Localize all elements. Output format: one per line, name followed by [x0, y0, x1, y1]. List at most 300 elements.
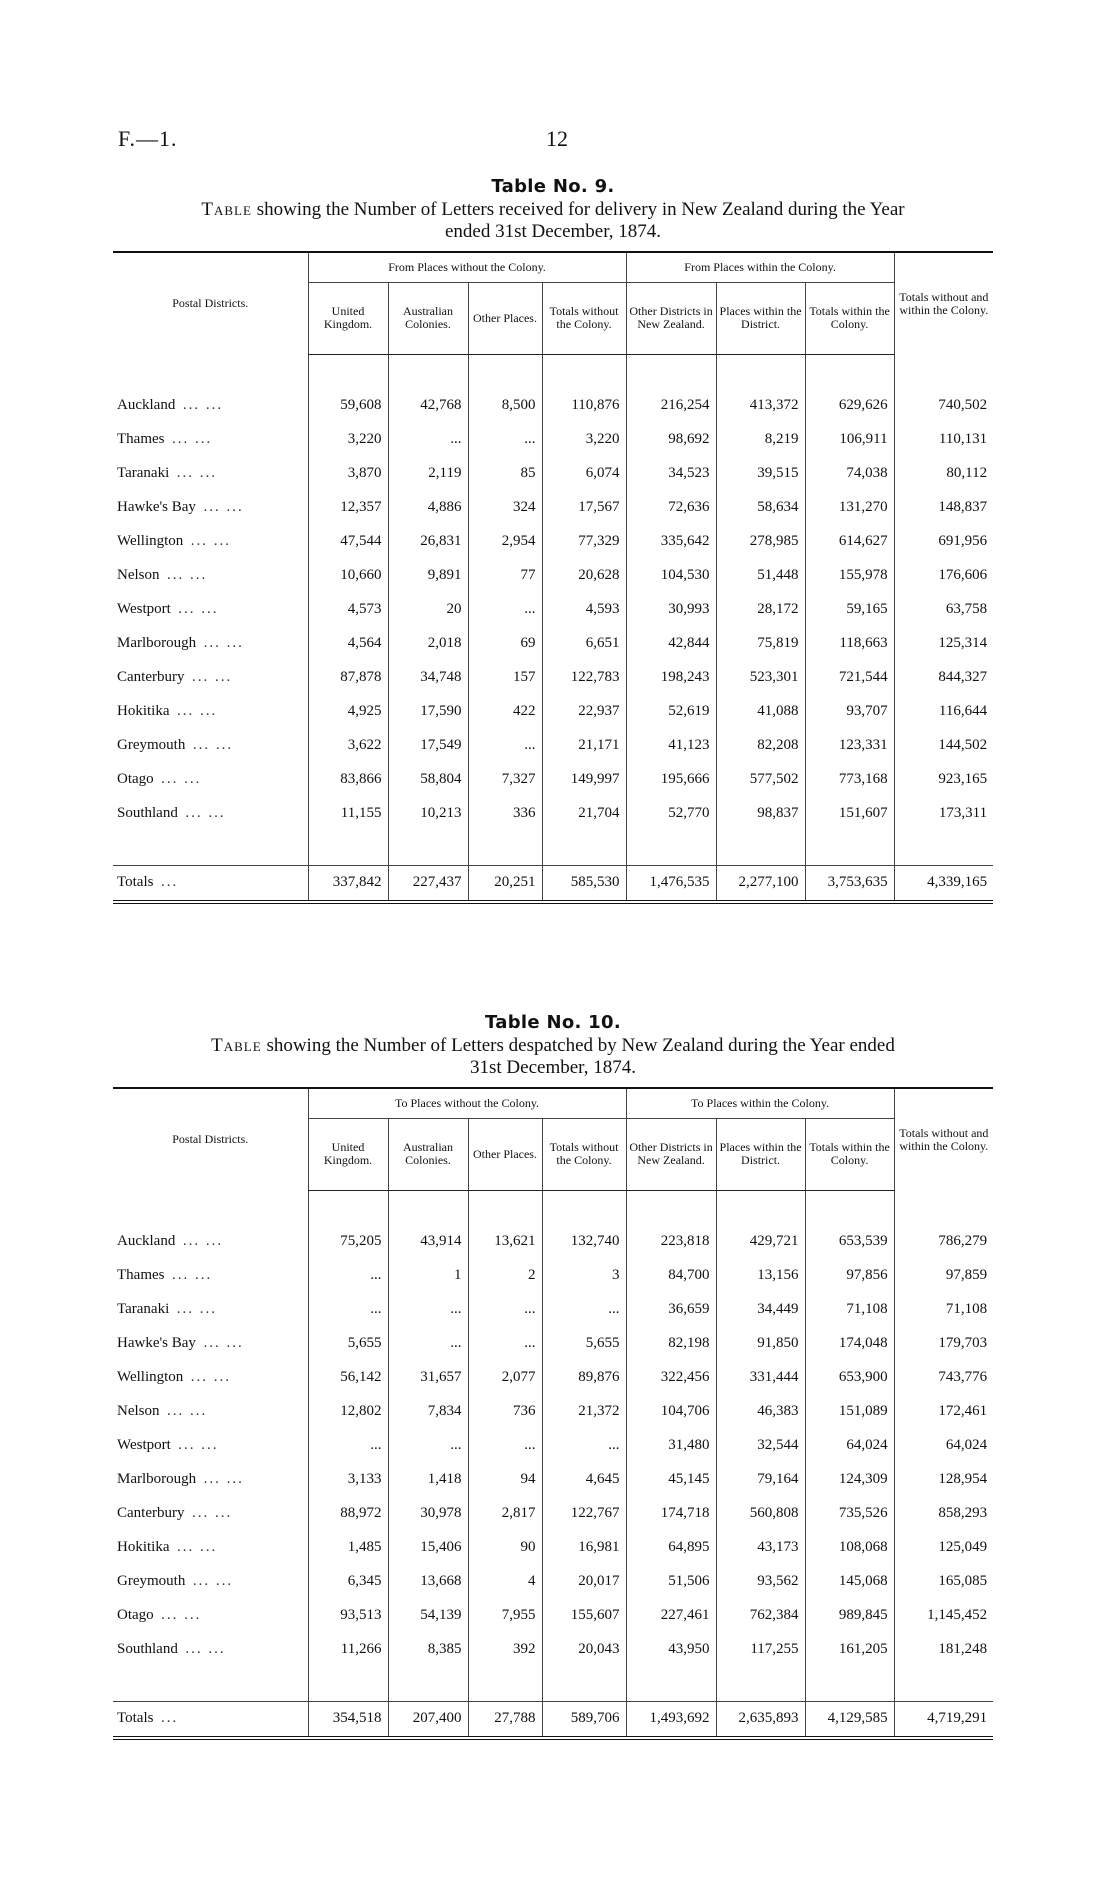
other-districts-cell: 335,642 — [626, 525, 716, 559]
grand-total-cell: 691,956 — [894, 525, 993, 559]
totals-within-cell: 989,845 — [805, 1599, 894, 1633]
table-row — [113, 559, 993, 593]
totals-within-cell: 123,331 — [805, 729, 894, 763]
grand-total-cell: 740,502 — [894, 389, 993, 423]
other-places-cell: 2,817 — [468, 1497, 542, 1531]
table-row — [113, 1429, 993, 1463]
totals-without-cell: 20,017 — [542, 1565, 626, 1599]
other-districts-cell: 216,254 — [626, 389, 716, 423]
places-within-district-cell: 93,562 — [716, 1565, 805, 1599]
table-row — [113, 1225, 993, 1259]
table-row — [113, 1599, 993, 1633]
leader-dots: ... ... — [203, 499, 244, 515]
other-districts-cell: 41,123 — [626, 729, 716, 763]
grand-total-header: Totals without and within the Colony. — [894, 252, 993, 354]
totals-within-cell: 74,038 — [805, 457, 894, 491]
australian-colonies-cell: 54,139 — [388, 1599, 468, 1633]
caption-line-1: showing the Number of Letters despatched by New Zealand during the Year ended — [266, 1035, 895, 1056]
totals-within-cell: 653,900 — [805, 1361, 894, 1395]
united-kingdom-cell: 3,220 — [308, 423, 388, 457]
other-places-cell: 85 — [468, 457, 542, 491]
other-places-cell: 90 — [468, 1531, 542, 1565]
grand-total-cell: 80,112 — [894, 457, 993, 491]
places-within-district-cell: 8,219 — [716, 423, 805, 457]
australian-colonies-header: Australian Colonies. — [388, 282, 468, 354]
other-places-cell: ... — [468, 423, 542, 457]
leader-dots: ... ... — [192, 737, 234, 753]
totals-within-cell: 64,024 — [805, 1429, 894, 1463]
totals-without-cell: 122,783 — [542, 661, 626, 695]
letters-table — [113, 1087, 993, 1740]
leader-dots: ... ... — [185, 1641, 226, 1657]
totals-without-cell: 585,530 — [542, 865, 626, 902]
grand-total-cell: 165,085 — [894, 1565, 993, 1599]
page-identifier: F.—1. — [118, 126, 178, 151]
district-label: Hawke's Bay — [117, 1335, 196, 1351]
places-within-district-cell: 278,985 — [716, 525, 805, 559]
totals-without-cell: 17,567 — [542, 491, 626, 525]
totals-label — [113, 865, 308, 902]
united-kingdom-header: United Kingdom. — [308, 282, 388, 354]
district-name — [113, 457, 308, 491]
grand-total-cell: 179,703 — [894, 1327, 993, 1361]
other-places-cell: 27,788 — [468, 1701, 542, 1738]
totals-within-cell: 108,068 — [805, 1531, 894, 1565]
leader-dots: ... ... — [182, 397, 224, 413]
totals-without-cell: 77,329 — [542, 525, 626, 559]
united-kingdom-cell: ... — [308, 1429, 388, 1463]
places-within-district-cell: 560,808 — [716, 1497, 805, 1531]
australian-colonies-cell: 2,018 — [388, 627, 468, 661]
australian-colonies-header: Australian Colonies. — [388, 1118, 468, 1190]
table-10-section — [113, 1012, 993, 1740]
other-districts-cell: 1,493,692 — [626, 1701, 716, 1738]
places-within-district-cell: 2,277,100 — [716, 865, 805, 902]
district-name — [113, 1327, 308, 1361]
united-kingdom-cell: 4,564 — [308, 627, 388, 661]
district-label: Thames — [117, 431, 165, 447]
leader-dots: ... ... — [178, 601, 219, 617]
other-places-cell: 94 — [468, 1463, 542, 1497]
australian-colonies-cell: 1,418 — [388, 1463, 468, 1497]
totals-within-cell: 721,544 — [805, 661, 894, 695]
other-districts-cell: 64,895 — [626, 1531, 716, 1565]
united-kingdom-cell: 12,357 — [308, 491, 388, 525]
table-row — [113, 1395, 993, 1429]
table-row — [113, 1497, 993, 1531]
grand-total-cell: 4,339,165 — [894, 865, 993, 902]
totals-label-text: Totals — [117, 1710, 154, 1726]
leader-dots: ... ... — [161, 1607, 202, 1623]
places-within-district-cell: 577,502 — [716, 763, 805, 797]
places-within-district-cell: 91,850 — [716, 1327, 805, 1361]
grand-total-cell: 176,606 — [894, 559, 993, 593]
totals-row — [113, 865, 993, 902]
table-row — [113, 525, 993, 559]
united-kingdom-cell: 4,925 — [308, 695, 388, 729]
other-places-cell: 77 — [468, 559, 542, 593]
other-districts-cell: 52,619 — [626, 695, 716, 729]
grand-total-cell: 858,293 — [894, 1497, 993, 1531]
australian-colonies-cell: ... — [388, 423, 468, 457]
district-name — [113, 1429, 308, 1463]
grand-total-cell: 844,327 — [894, 661, 993, 695]
grand-total-cell: 97,859 — [894, 1259, 993, 1293]
australian-colonies-cell: 13,668 — [388, 1565, 468, 1599]
united-kingdom-cell: 3,133 — [308, 1463, 388, 1497]
table-row — [113, 457, 993, 491]
district-name — [113, 1361, 308, 1395]
table-row — [113, 389, 993, 423]
places-within-district-cell: 58,634 — [716, 491, 805, 525]
district-name — [113, 627, 308, 661]
totals-within-cell: 174,048 — [805, 1327, 894, 1361]
leader-dots: ... ... — [190, 1369, 232, 1385]
other-districts-cell: 45,145 — [626, 1463, 716, 1497]
other-districts-cell: 82,198 — [626, 1327, 716, 1361]
district-label: Nelson — [117, 1403, 160, 1419]
australian-colonies-cell: 10,213 — [388, 797, 468, 831]
places-within-district-cell: 117,255 — [716, 1633, 805, 1667]
caption-line-2: 31st December, 1874. — [470, 1057, 636, 1078]
other-districts-cell: 43,950 — [626, 1633, 716, 1667]
totals-without-cell: 132,740 — [542, 1225, 626, 1259]
totals-without-cell: 6,651 — [542, 627, 626, 661]
australian-colonies-cell: ... — [388, 1327, 468, 1361]
totals-without-cell: 4,645 — [542, 1463, 626, 1497]
other-districts-cell: 42,844 — [626, 627, 716, 661]
district-name — [113, 1463, 308, 1497]
united-kingdom-cell: 11,266 — [308, 1633, 388, 1667]
places-within-district-cell: 32,544 — [716, 1429, 805, 1463]
totals-without-cell: 6,074 — [542, 457, 626, 491]
australian-colonies-cell: 1 — [388, 1259, 468, 1293]
totals-within-cell: 124,309 — [805, 1463, 894, 1497]
other-districts-cell: 174,718 — [626, 1497, 716, 1531]
australian-colonies-cell: 7,834 — [388, 1395, 468, 1429]
totals-without-cell: 20,628 — [542, 559, 626, 593]
other-places-cell: 336 — [468, 797, 542, 831]
district-label: Thames — [117, 1267, 165, 1283]
australian-colonies-cell: 8,385 — [388, 1633, 468, 1667]
totals-without-cell: 5,655 — [542, 1327, 626, 1361]
district-name — [113, 695, 308, 729]
grand-total-cell: 743,776 — [894, 1361, 993, 1395]
district-label: Hawke's Bay — [117, 499, 196, 515]
other-districts-cell: 52,770 — [626, 797, 716, 831]
totals-within-cell: 4,129,585 — [805, 1701, 894, 1738]
totals-within-cell: 629,626 — [805, 389, 894, 423]
other-places-cell: 157 — [468, 661, 542, 695]
totals-within-cell: 59,165 — [805, 593, 894, 627]
totals-within-cell: 3,753,635 — [805, 865, 894, 902]
other-districts-cell: 195,666 — [626, 763, 716, 797]
united-kingdom-cell: 47,544 — [308, 525, 388, 559]
district-label: Greymouth — [117, 1573, 186, 1589]
grand-total-cell: 173,311 — [894, 797, 993, 831]
australian-colonies-cell: 4,886 — [388, 491, 468, 525]
other-districts-cell: 223,818 — [626, 1225, 716, 1259]
united-kingdom-cell: 56,142 — [308, 1361, 388, 1395]
postal-districts-header: Postal Districts. — [172, 1132, 249, 1146]
district-name — [113, 559, 308, 593]
united-kingdom-cell: 75,205 — [308, 1225, 388, 1259]
grand-total-cell: 110,131 — [894, 423, 993, 457]
totals-without-cell: 89,876 — [542, 1361, 626, 1395]
places-within-district-cell: 98,837 — [716, 797, 805, 831]
australian-colonies-cell: 2,119 — [388, 457, 468, 491]
australian-colonies-cell: 31,657 — [388, 1361, 468, 1395]
district-name — [113, 423, 308, 457]
table-heading: Table No. 9. — [491, 176, 615, 197]
australian-colonies-cell: 15,406 — [388, 1531, 468, 1565]
totals-within-cell: 145,068 — [805, 1565, 894, 1599]
table-row — [113, 1361, 993, 1395]
leader-dots: ... — [160, 1710, 179, 1726]
united-kingdom-cell: ... — [308, 1259, 388, 1293]
district-label: Canterbury — [117, 669, 185, 685]
other-districts-cell: 34,523 — [626, 457, 716, 491]
other-places-cell: ... — [468, 593, 542, 627]
grand-total-cell: 144,502 — [894, 729, 993, 763]
united-kingdom-cell: 337,842 — [308, 865, 388, 902]
other-places-cell: ... — [468, 729, 542, 763]
places-within-district-cell: 41,088 — [716, 695, 805, 729]
other-districts-cell: 98,692 — [626, 423, 716, 457]
australian-colonies-cell: 17,549 — [388, 729, 468, 763]
united-kingdom-cell: 11,155 — [308, 797, 388, 831]
grand-total-cell: 63,758 — [894, 593, 993, 627]
other-districts-cell: 227,461 — [626, 1599, 716, 1633]
other-districts-cell: 30,993 — [626, 593, 716, 627]
other-places-cell: ... — [468, 1327, 542, 1361]
table-row — [113, 1565, 993, 1599]
leader-dots: ... ... — [185, 805, 226, 821]
leader-dots: ... ... — [203, 1471, 244, 1487]
district-label: Hokitika — [117, 1539, 170, 1555]
district-name — [113, 1599, 308, 1633]
australian-colonies-cell: 9,891 — [388, 559, 468, 593]
totals-within-cell: 161,205 — [805, 1633, 894, 1667]
leader-dots: ... ... — [177, 703, 218, 719]
table-row — [113, 1531, 993, 1565]
other-places-cell: 2,077 — [468, 1361, 542, 1395]
other-places-cell: ... — [468, 1429, 542, 1463]
australian-colonies-cell: 43,914 — [388, 1225, 468, 1259]
grand-total-cell: 125,314 — [894, 627, 993, 661]
table-row — [113, 491, 993, 525]
totals-within-cell: 71,108 — [805, 1293, 894, 1327]
district-name — [113, 1293, 308, 1327]
table-9-section — [113, 176, 993, 904]
other-places-cell: 69 — [468, 627, 542, 661]
united-kingdom-cell: ... — [308, 1293, 388, 1327]
leader-dots: ... ... — [161, 771, 202, 787]
table-row — [113, 1259, 993, 1293]
united-kingdom-cell: 93,513 — [308, 1599, 388, 1633]
district-name — [113, 797, 308, 831]
australian-colonies-cell: 30,978 — [388, 1497, 468, 1531]
other-districts-cell: 84,700 — [626, 1259, 716, 1293]
other-districts-header: Other Districts in New Zealand. — [626, 282, 716, 354]
united-kingdom-cell: 87,878 — [308, 661, 388, 695]
totals-without-cell: 3 — [542, 1259, 626, 1293]
district-name — [113, 389, 308, 423]
united-kingdom-cell: 88,972 — [308, 1497, 388, 1531]
places-within-district-cell: 429,721 — [716, 1225, 805, 1259]
district-label: Wellington — [117, 533, 184, 549]
grand-total-cell: 128,954 — [894, 1463, 993, 1497]
united-kingdom-cell: 3,622 — [308, 729, 388, 763]
other-places-cell: 392 — [468, 1633, 542, 1667]
totals-without-cell: 589,706 — [542, 1701, 626, 1738]
other-districts-cell: 36,659 — [626, 1293, 716, 1327]
places-within-district-cell: 43,173 — [716, 1531, 805, 1565]
leader-dots: ... ... — [167, 567, 208, 583]
australian-colonies-cell: 26,831 — [388, 525, 468, 559]
other-places-cell: 2,954 — [468, 525, 542, 559]
totals-within-cell: 155,978 — [805, 559, 894, 593]
united-kingdom-header: United Kingdom. — [308, 1118, 388, 1190]
australian-colonies-cell: 207,400 — [388, 1701, 468, 1738]
totals-within-cell: 151,089 — [805, 1395, 894, 1429]
australian-colonies-cell: 20 — [388, 593, 468, 627]
totals-within-cell: 131,270 — [805, 491, 894, 525]
united-kingdom-cell: 3,870 — [308, 457, 388, 491]
totals-within-cell: 118,663 — [805, 627, 894, 661]
leader-dots: ... ... — [191, 1505, 233, 1521]
totals-within-header: Totals within the Colony. — [805, 282, 894, 354]
united-kingdom-cell: 354,518 — [308, 1701, 388, 1738]
totals-without-cell: 21,171 — [542, 729, 626, 763]
totals-without-cell: 21,372 — [542, 1395, 626, 1429]
district-label: Greymouth — [117, 737, 186, 753]
totals-within-cell: 106,911 — [805, 423, 894, 457]
other-places-header: Other Places. — [468, 282, 542, 354]
district-name — [113, 1633, 308, 1667]
other-districts-cell: 198,243 — [626, 661, 716, 695]
district-label: Southland — [117, 1641, 178, 1657]
australian-colonies-cell: 227,437 — [388, 865, 468, 902]
group-header-within-colony: From Places within the Colony. — [626, 252, 894, 282]
other-districts-cell: 104,530 — [626, 559, 716, 593]
totals-without-cell: 3,220 — [542, 423, 626, 457]
district-label: Canterbury — [117, 1505, 185, 1521]
group-header-without-colony: From Places without the Colony. — [308, 252, 626, 282]
leader-dots: ... ... — [191, 669, 233, 685]
totals-without-header: Totals without the Colony. — [542, 1118, 626, 1190]
other-districts-cell: 72,636 — [626, 491, 716, 525]
places-within-district-cell: 75,819 — [716, 627, 805, 661]
letters-table — [113, 251, 993, 904]
other-places-cell: 736 — [468, 1395, 542, 1429]
totals-within-cell: 151,607 — [805, 797, 894, 831]
other-districts-cell: 1,476,535 — [626, 865, 716, 902]
places-within-district-cell: 82,208 — [716, 729, 805, 763]
district-name — [113, 525, 308, 559]
caption-line-1: showing the Number of Letters received for delivery in New Zealand during the Year — [256, 199, 905, 220]
district-label: Auckland — [117, 1233, 176, 1249]
group-header-without-colony: To Places without the Colony. — [308, 1088, 626, 1118]
district-name — [113, 1259, 308, 1293]
district-label: Auckland — [117, 397, 176, 413]
table-row — [113, 593, 993, 627]
other-places-cell: 7,955 — [468, 1599, 542, 1633]
other-places-cell: 324 — [468, 491, 542, 525]
group-header-within-colony: To Places within the Colony. — [626, 1088, 894, 1118]
grand-total-cell: 125,049 — [894, 1531, 993, 1565]
caption-line-2: ended 31st December, 1874. — [444, 221, 662, 242]
totals-within-cell: 97,856 — [805, 1259, 894, 1293]
other-places-cell: 7,327 — [468, 763, 542, 797]
other-districts-header: Other Districts in New Zealand. — [626, 1118, 716, 1190]
district-name — [113, 491, 308, 525]
places-within-district-cell: 79,164 — [716, 1463, 805, 1497]
united-kingdom-cell: 59,608 — [308, 389, 388, 423]
leader-dots: ... — [160, 874, 179, 890]
district-label: Otago — [117, 771, 154, 787]
grand-total-cell: 786,279 — [894, 1225, 993, 1259]
caption-lead: Table — [201, 199, 252, 220]
leader-dots: ... ... — [171, 1267, 213, 1283]
totals-within-cell: 653,539 — [805, 1225, 894, 1259]
australian-colonies-cell: 17,590 — [388, 695, 468, 729]
places-within-district-cell: 34,449 — [716, 1293, 805, 1327]
leader-dots: ... ... — [190, 533, 232, 549]
leader-dots: ... ... — [171, 431, 213, 447]
other-districts-cell: 31,480 — [626, 1429, 716, 1463]
grand-total-cell: 64,024 — [894, 1429, 993, 1463]
totals-label-text: Totals — [117, 874, 154, 890]
other-districts-cell: 104,706 — [626, 1395, 716, 1429]
totals-without-cell: ... — [542, 1429, 626, 1463]
totals-row — [113, 1701, 993, 1738]
places-within-district-cell: 13,156 — [716, 1259, 805, 1293]
places-within-district-header: Places within the District. — [716, 282, 805, 354]
leader-dots: ... ... — [178, 1437, 219, 1453]
totals-without-cell: 20,043 — [542, 1633, 626, 1667]
totals-without-header: Totals without the Colony. — [542, 282, 626, 354]
united-kingdom-cell: 6,345 — [308, 1565, 388, 1599]
district-label: Taranaki — [117, 465, 170, 481]
totals-without-cell: 4,593 — [542, 593, 626, 627]
australian-colonies-cell: ... — [388, 1429, 468, 1463]
places-within-district-cell: 39,515 — [716, 457, 805, 491]
united-kingdom-cell: 5,655 — [308, 1327, 388, 1361]
other-districts-cell: 322,456 — [626, 1361, 716, 1395]
district-label: Marlborough — [117, 1471, 197, 1487]
district-name — [113, 1565, 308, 1599]
table-row — [113, 423, 993, 457]
leader-dots: ... ... — [176, 465, 218, 481]
table-row — [113, 797, 993, 831]
grand-total-cell: 1,145,452 — [894, 1599, 993, 1633]
district-name — [113, 1225, 308, 1259]
table-row — [113, 1327, 993, 1361]
leader-dots: ... ... — [192, 1573, 234, 1589]
district-label: Westport — [117, 601, 171, 617]
table-row — [113, 729, 993, 763]
united-kingdom-cell: 83,866 — [308, 763, 388, 797]
places-within-district-cell: 331,444 — [716, 1361, 805, 1395]
places-within-district-cell: 413,372 — [716, 389, 805, 423]
leader-dots: ... ... — [203, 1335, 244, 1351]
united-kingdom-cell: 12,802 — [308, 1395, 388, 1429]
leader-dots: ... ... — [203, 635, 244, 651]
district-name — [113, 1531, 308, 1565]
district-label: Southland — [117, 805, 178, 821]
table-row — [113, 763, 993, 797]
